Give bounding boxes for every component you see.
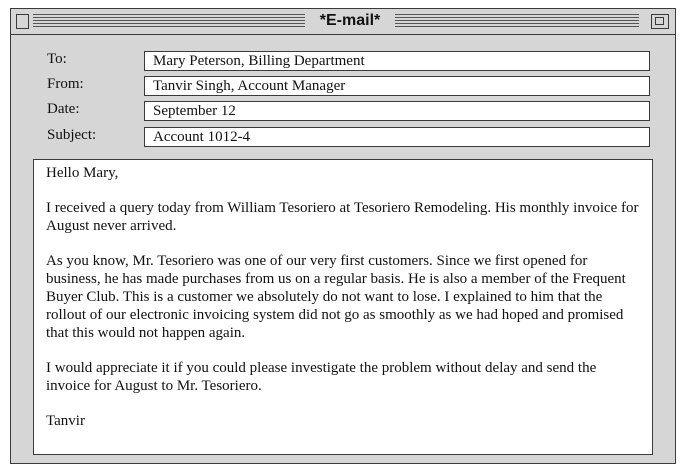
- subject-label: Subject:: [47, 127, 97, 143]
- subject-field[interactable]: Account 1012-4: [144, 127, 650, 147]
- message-paragraph: I received a query today from William Tesoriero at Tesoriero Remodeling. His monthly invoice for August never arrived.: [46, 200, 639, 234]
- to-field[interactable]: Mary Peterson, Billing Department: [144, 51, 650, 71]
- title-bar[interactable]: [11, 9, 675, 35]
- message-paragraph: As you know, Mr. Tesoriero was one of our very first customers. Since we first opened for business, he has made purchases from us on a regular basis. He is also a member of the Frequent Buyer Club. This is a customer we absolutely do not want to lose. I explained to him that the rollout of our electronic invoicing system did not go as smoothly as we had hoped and promised that this would not happen again.: [46, 253, 626, 341]
- title-stripes-left: [33, 14, 305, 28]
- message-body[interactable]: [33, 159, 653, 455]
- from-label: From:: [47, 76, 84, 92]
- message-greeting: Hello Mary,: [46, 165, 119, 181]
- message-signature: Tanvir: [46, 413, 85, 429]
- title-stripes-right: [395, 14, 639, 28]
- window-title: *E-mail*: [319, 12, 381, 29]
- to-label: To:: [47, 51, 67, 67]
- email-window: [10, 8, 676, 464]
- zoom-box-icon[interactable]: [651, 14, 669, 29]
- date-label: Date:: [47, 101, 80, 117]
- message-paragraph: I would appreciate it if you could please investigate the problem without delay and send the invoice for August to Mr. Tesoriero.: [46, 360, 597, 394]
- close-box-icon[interactable]: [16, 14, 29, 29]
- from-field[interactable]: Tanvir Singh, Account Manager: [144, 76, 650, 96]
- date-field[interactable]: September 12: [144, 101, 650, 121]
